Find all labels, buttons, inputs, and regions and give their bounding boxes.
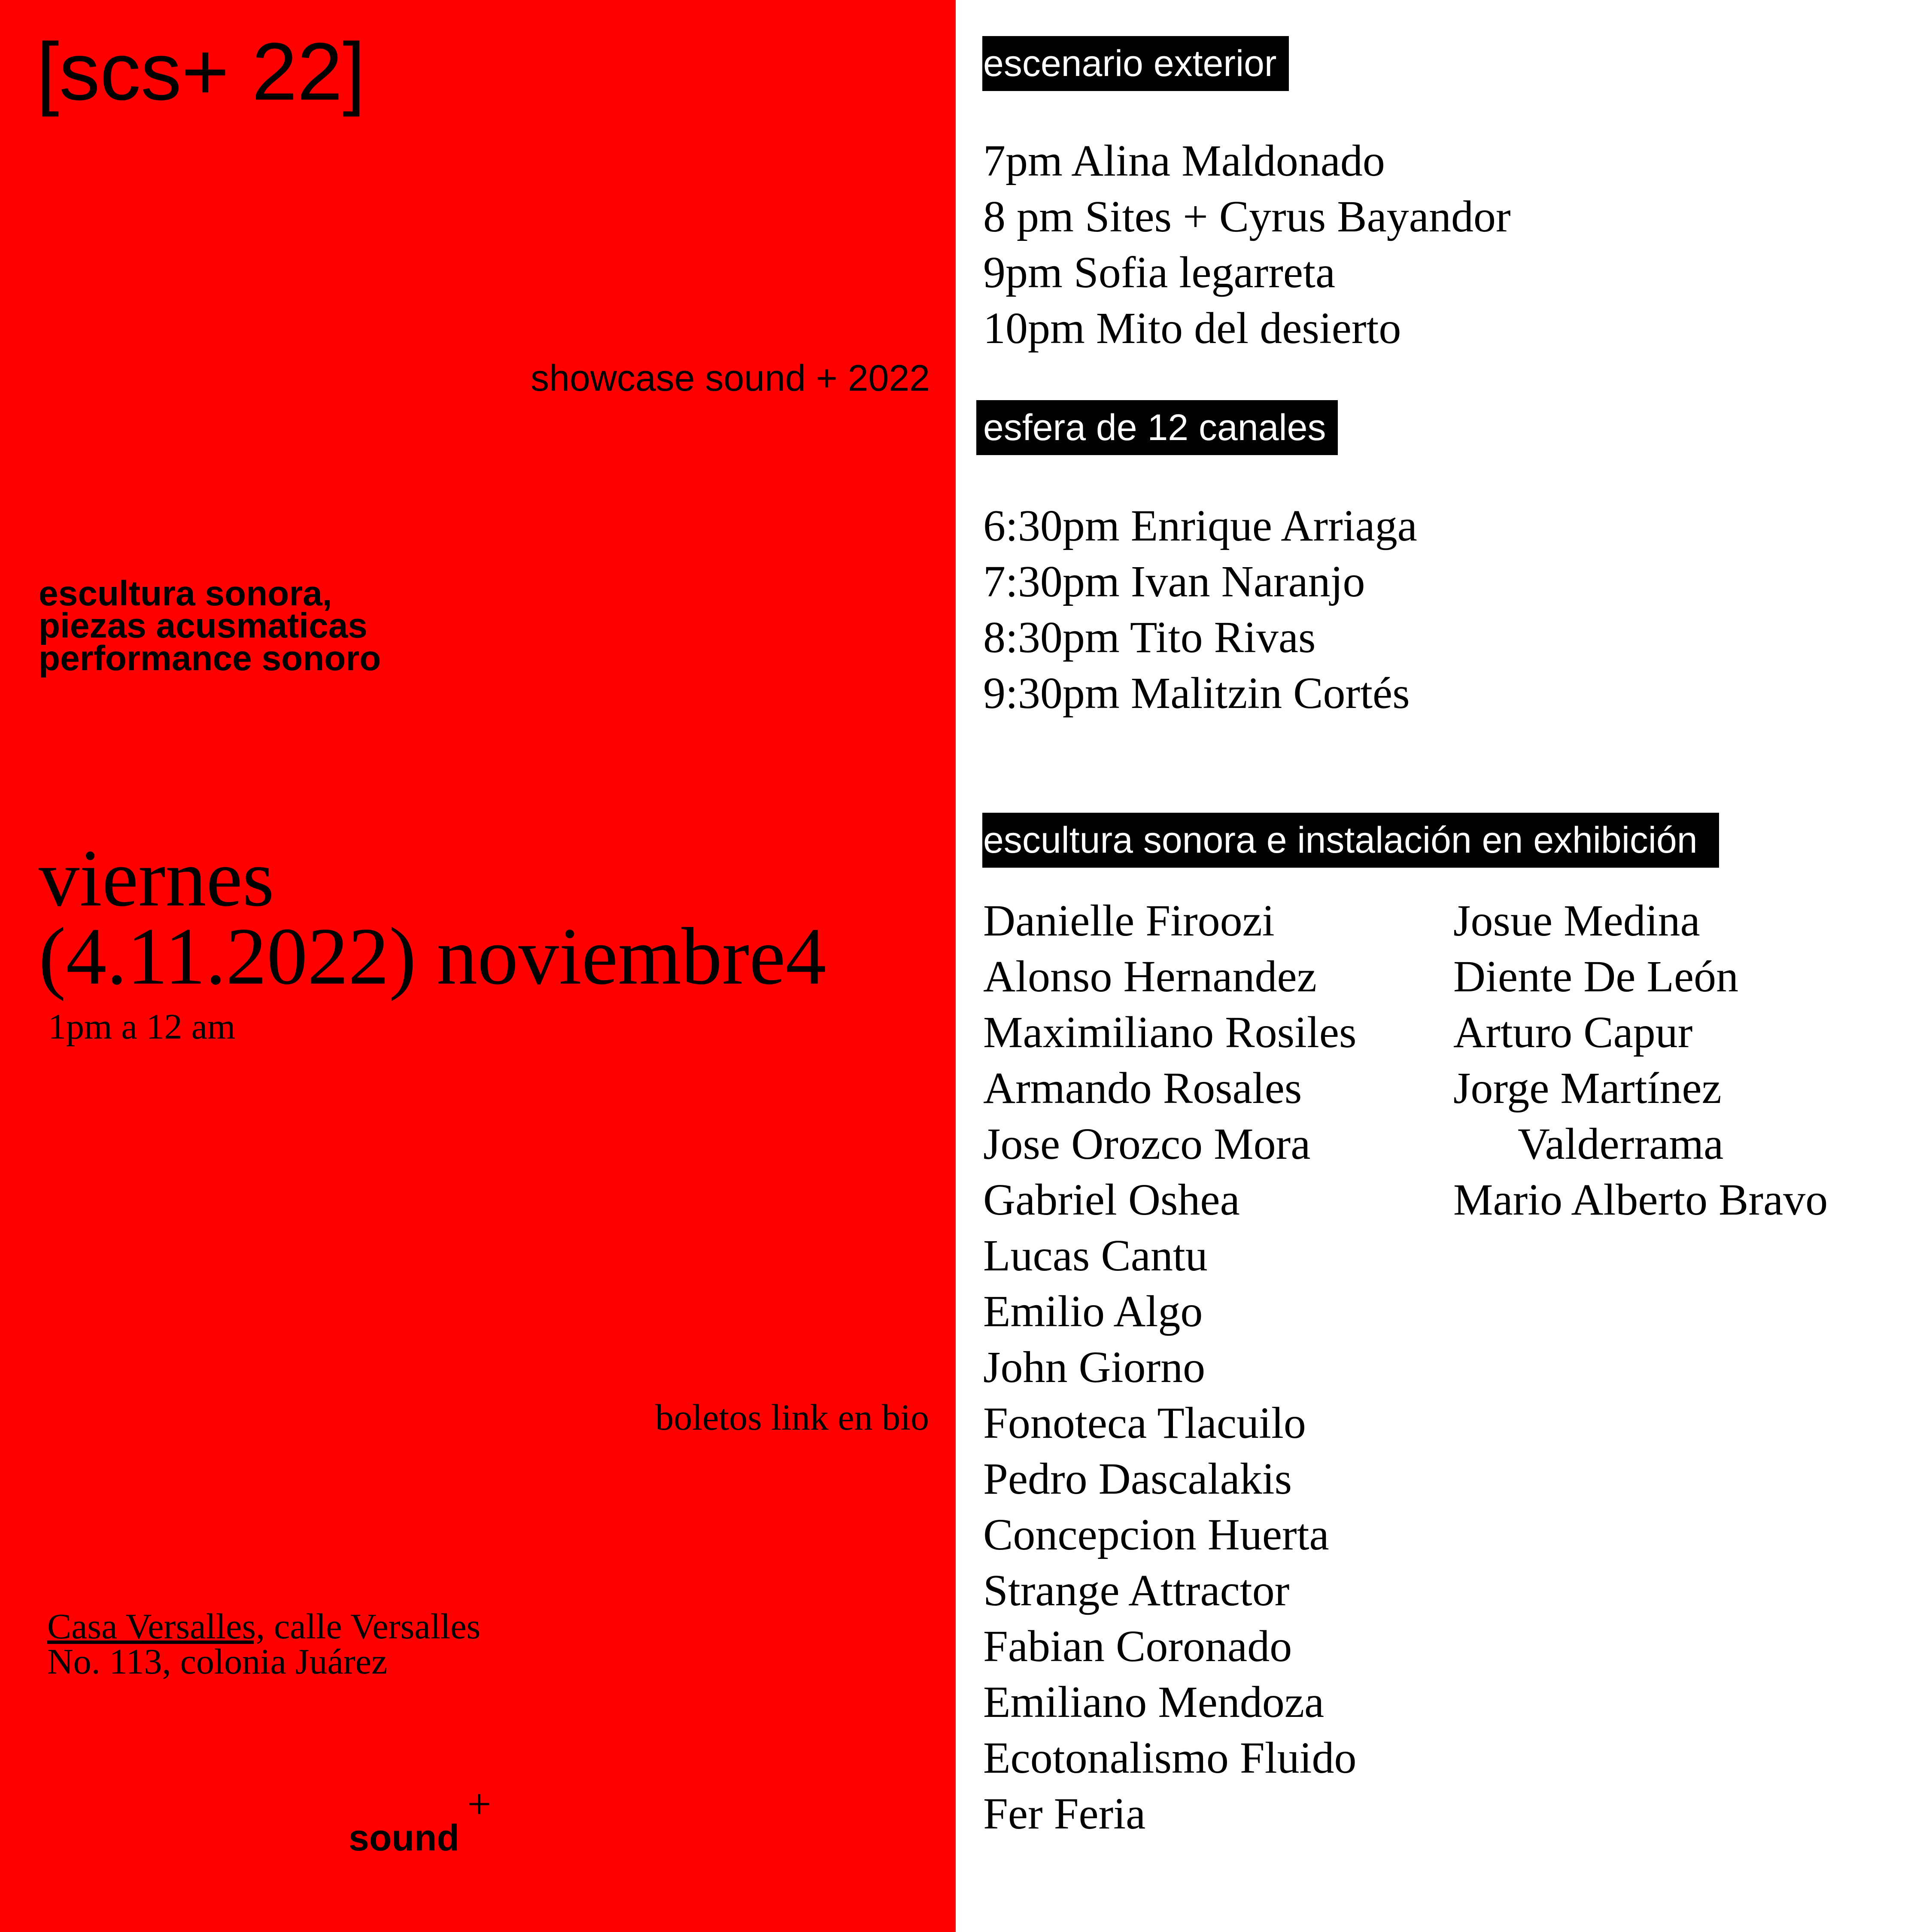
section-heading-esfera: esfera de 12 canales bbox=[976, 400, 1338, 455]
genres-list bbox=[39, 574, 381, 678]
list-item: Mario Alberto Bravo bbox=[1453, 1175, 1828, 1224]
list-item: Gabriel Oshea bbox=[983, 1175, 1240, 1224]
list-item: Jose Orozco Mora bbox=[983, 1119, 1311, 1169]
tickets-note: boletos link en bio bbox=[655, 1397, 929, 1438]
list-item: Valderrama bbox=[1518, 1119, 1724, 1169]
venue-address bbox=[47, 1609, 480, 1680]
address-line-2: No. 113, colonia Juárez bbox=[47, 1642, 388, 1682]
sound-logo-plus: + bbox=[467, 1780, 492, 1828]
exterior-schedule-list bbox=[983, 133, 1511, 356]
list-item: Diente De León bbox=[1453, 952, 1739, 1001]
exhibition-artists-col2 bbox=[1453, 893, 1828, 1228]
section-heading-exhibicion: escultura sonora e instalación en exhibición bbox=[982, 813, 1719, 868]
venue-link[interactable]: Casa Versalles, bbox=[47, 1607, 265, 1646]
list-item: Fonoteca Tlacuilo bbox=[983, 1398, 1306, 1448]
list-item: 10pm Mito del desierto bbox=[983, 304, 1401, 353]
list-item: Strange Attractor bbox=[983, 1566, 1290, 1615]
list-item: Pedro Dascalakis bbox=[983, 1454, 1292, 1504]
event-date-block bbox=[39, 833, 826, 1002]
esfera-schedule-list bbox=[983, 498, 1417, 721]
address-street: calle Versalles bbox=[265, 1607, 481, 1646]
genre-item: escultura sonora, bbox=[39, 574, 332, 613]
list-item: 8 pm Sites + Cyrus Bayandor bbox=[983, 192, 1511, 241]
list-item: 6:30pm Enrique Arriaga bbox=[983, 501, 1417, 550]
left-panel bbox=[0, 0, 956, 1932]
sound-logo-word: sound bbox=[349, 1817, 459, 1859]
list-item: Emilio Algo bbox=[983, 1287, 1203, 1336]
list-item: Fer Feria bbox=[983, 1789, 1146, 1838]
list-item: Emiliano Mendoza bbox=[983, 1677, 1324, 1727]
list-item: 8:30pm Tito Rivas bbox=[983, 613, 1316, 662]
genre-item: piezas acusmaticas bbox=[39, 606, 368, 646]
list-item: Ecotonalismo Fluido bbox=[983, 1733, 1357, 1783]
list-item: Arturo Capur bbox=[1453, 1008, 1693, 1057]
list-item: Armando Rosales bbox=[983, 1063, 1302, 1113]
event-hours: 1pm a 12 am bbox=[48, 1007, 236, 1047]
list-item: Fabian Coronado bbox=[983, 1622, 1292, 1671]
list-item: Jorge Martínez bbox=[1453, 1063, 1722, 1113]
event-day: viernes bbox=[39, 833, 274, 923]
list-item: 9pm Sofia legarreta bbox=[983, 248, 1336, 297]
genre-item: performance sonoro bbox=[39, 638, 381, 678]
address-line-1 bbox=[47, 1609, 480, 1644]
list-item: Maximiliano Rosiles bbox=[983, 1008, 1357, 1057]
event-title: [scs+ 22] bbox=[36, 26, 365, 117]
list-item: 7pm Alina Maldonado bbox=[983, 136, 1385, 185]
list-item: Lucas Cantu bbox=[983, 1231, 1208, 1280]
section-heading-exterior: escenario exterior bbox=[982, 36, 1289, 91]
list-item: Josue Medina bbox=[1453, 896, 1700, 945]
list-item: 7:30pm Ivan Naranjo bbox=[983, 557, 1365, 606]
list-item: 9:30pm Malitzin Cortés bbox=[983, 668, 1410, 718]
list-item: John Giorno bbox=[983, 1343, 1206, 1392]
list-item: Concepcion Huerta bbox=[983, 1510, 1329, 1559]
exhibition-artists-col1 bbox=[983, 893, 1357, 1842]
event-date: (4.11.2022) noviembre4 bbox=[39, 911, 826, 1002]
list-item: Alonso Hernandez bbox=[983, 952, 1317, 1001]
list-item: Danielle Firoozi bbox=[983, 896, 1275, 945]
event-subtitle: showcase sound + 2022 bbox=[531, 358, 930, 399]
